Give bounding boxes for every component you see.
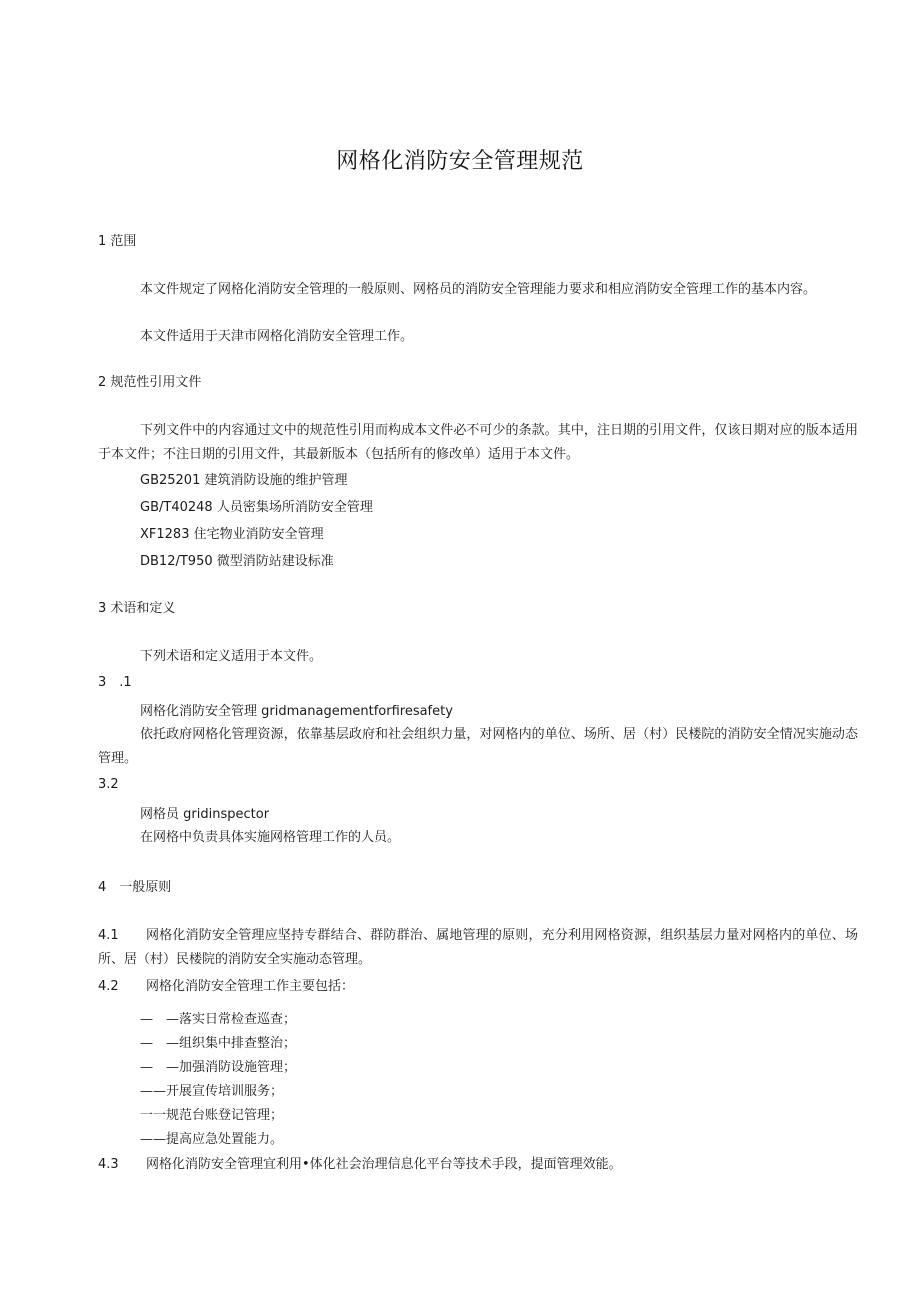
reference-item <box>140 499 373 517</box>
section-2-heading: 2 规范性引用文件 <box>98 375 202 390</box>
document-title: 网格化消防安全管理规范 <box>336 149 584 174</box>
section-1-paragraph-1: 本文件规定了网格化消防安全管理的一般原则、网格员的消防安全管理能力要求和相应消防安全管理工作的基本内容。 <box>140 282 817 297</box>
clause-4-1-number: 4.1 <box>98 928 119 943</box>
reference-code: GB/T40248 <box>140 500 213 515</box>
reference-name: 住宅物业消防安全管理 <box>193 527 324 542</box>
term-3-2-title <box>140 806 269 824</box>
term-3-1-definition: 依托政府网格化管理资源，依靠基层政府和社会组织力量，对网格内的单位、场所、居（村）民楼院的消防安全情况实施动态管理。 <box>98 727 858 766</box>
reference-code: GB25201 <box>140 473 201 488</box>
section-1-paragraph-2: 本文件适用于天津市网格化消防安全管理工作。 <box>140 329 414 344</box>
reference-item <box>140 472 348 490</box>
term-en: gridmanagementforfiresafety <box>261 704 453 719</box>
clause-4-3-number: 4.3 <box>98 1157 119 1172</box>
list-item: — —组织集中排查整治； <box>140 1036 297 1051</box>
clause-4-1-text: 网格化消防安全管理应坚持专群结合、群防群治、属地管理的原则，充分利用网格资源，组织基层力量对网格内的单位、场所、居（村）民楼院的消防安全实施动态管理。 <box>98 928 858 967</box>
term-3-1-title <box>140 703 453 721</box>
section-1-heading: 1 范围 <box>98 234 137 249</box>
reference-item <box>140 553 334 571</box>
list-item: ——开展宣传培训服务； <box>140 1084 284 1099</box>
term-en: gridinspector <box>183 807 270 822</box>
list-item: 一一规范台账登记管理； <box>140 1108 284 1123</box>
section-3-heading: 3 术语和定义 <box>98 601 176 616</box>
reference-code: XF1283 <box>140 527 190 542</box>
term-zh: 网格化消防安全管理 <box>140 704 258 719</box>
reference-item <box>140 526 324 544</box>
list-item: — —加强消防设施管理； <box>140 1060 297 1075</box>
term-3-1-number: 3 .1 <box>98 675 132 690</box>
section-3-intro: 下列术语和定义适用于本文件。 <box>140 649 323 664</box>
reference-name: 建筑消防设施的维护管理 <box>204 473 348 488</box>
term-3-2-number: 3.2 <box>98 777 119 792</box>
term-zh: 网格员 <box>140 807 180 822</box>
clause-4-2-number: 4.2 <box>98 979 119 994</box>
reference-name: 人员密集场所消防安全管理 <box>216 500 373 515</box>
clause-4-2-text: 网格化消防安全管理工作主要包括： <box>146 979 355 994</box>
section-2-paragraph-1: 下列文件中的内容通过文中的规范性引用而构成本文件必不可少的条款。其中，注日期的引用文件，仅该日期对应的版本适用于本文件；不注日期的引用文件，其最新版本（包括所有的修改单）适用于本文件。 <box>98 423 858 462</box>
list-item: ——提高应急处置能力。 <box>140 1132 284 1147</box>
reference-name: 微型消防站建设标准 <box>216 554 334 569</box>
reference-code: DB12/T950 <box>140 554 213 569</box>
term-3-2-definition: 在网格中负责具体实施网格管理工作的人员。 <box>140 830 401 845</box>
clause-4-3-text: 网格化消防安全管理宜利用•体化社会治理信息化平台等技术手段，提面管理效能。 <box>146 1157 622 1172</box>
section-4-heading: 4 一般原则 <box>98 880 172 895</box>
list-item: — —落实日常检查巡查； <box>140 1012 297 1027</box>
